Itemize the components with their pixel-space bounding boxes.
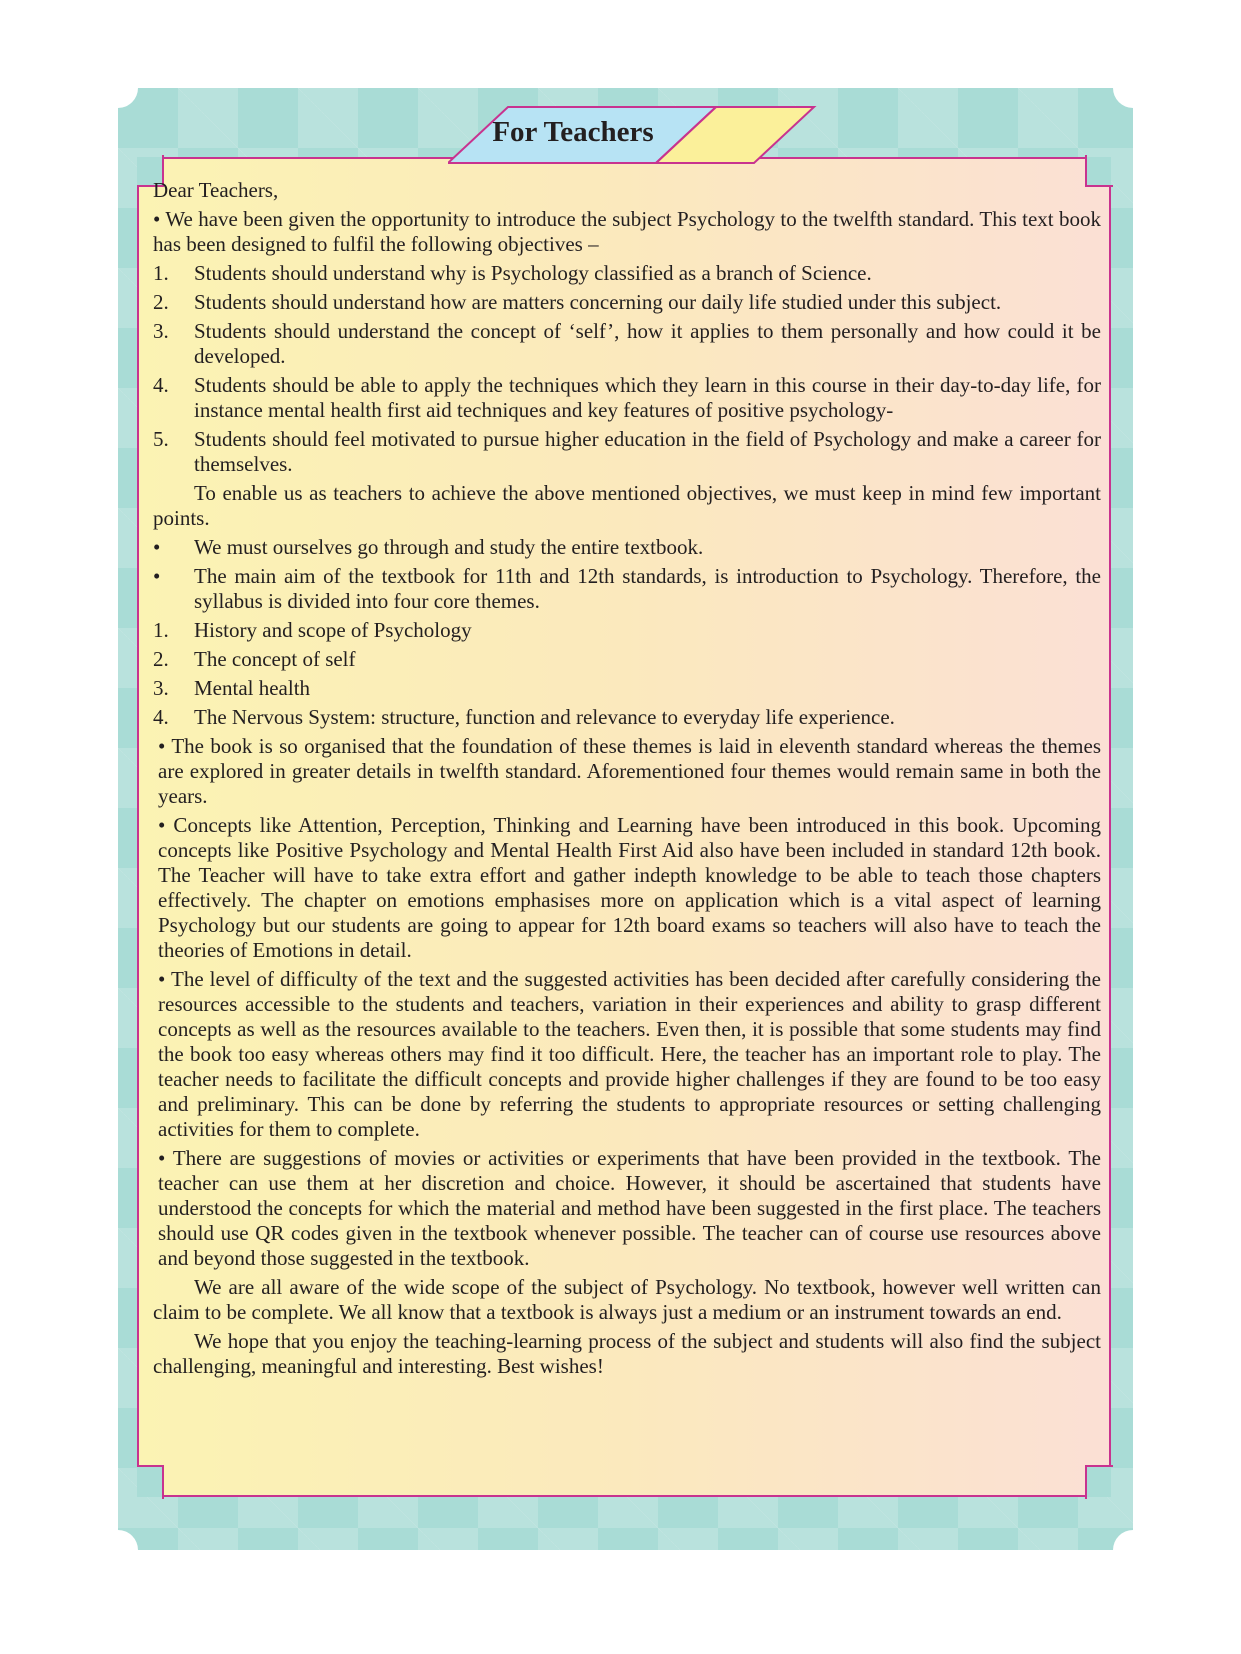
list-item-text: Students should understand how are matters concerning our daily life studied under this subject.: [194, 290, 1002, 314]
list-marker: 1.: [153, 261, 169, 285]
list-item: [153, 290, 1101, 315]
list-item: [153, 564, 1101, 614]
panel-notch-bottom-right-border: [1085, 1465, 1113, 1499]
frame-corner-bottom-right: [1113, 1530, 1153, 1570]
list-item-text: Students should understand the concept of ‘self’, how it applies to them personally and how could it be developed.: [194, 319, 1101, 368]
objectives-list: [153, 261, 1101, 477]
bullet-paragraph: • There are suggestions of movies or activities or experiments that have been provided in the textbook. The teacher can use them at her discretion and choice. However, it should be ascertained that students have understood the concepts for which the material and method have been suggested in the first place. The teachers should use QR codes given in the textbook whenever possible. The teacher can of course use resources above and beyond those suggested in the textbook.: [158, 1146, 1101, 1270]
list-marker: 4.: [153, 373, 169, 397]
list-marker: 1.: [153, 618, 169, 642]
bullet-paragraph: • The book is so organised that the foundation of these themes is laid in eleventh standard whereas the themes are explored in greater details in twelfth standard. Aforementioned four themes would remain same in both the years.: [158, 734, 1101, 808]
list-marker: 3.: [153, 676, 169, 700]
closing-paragraph: We are all aware of the wide scope of the subject of Psychology. No textbook, however well written can claim to be complete. We all know that a textbook is always just a medium or an instrument towards an end.: [153, 1275, 1101, 1324]
enable-paragraph: To enable us as teachers to achieve the above mentioned objectives, we must keep in mind few important points.: [153, 481, 1101, 530]
list-item: [153, 427, 1101, 477]
list-item: [153, 676, 1101, 701]
panel-notch-bottom-left-border: [137, 1465, 164, 1499]
bullet-marker: •: [153, 535, 161, 559]
list-marker: 2.: [153, 647, 169, 671]
list-item-text: We must ourselves go through and study the entire textbook.: [194, 535, 704, 559]
letter-body: [153, 178, 1101, 1383]
page-title: For Teachers: [492, 116, 654, 148]
bullet-marker: •: [153, 564, 161, 588]
frame-corner-top-left: [98, 68, 138, 108]
list-item: [153, 373, 1101, 423]
bullet-paragraph: • Concepts like Attention, Perception, Thinking and Learning have been introduced in this book. Upcoming concepts like Positive Psychology and Mental Health First Aid also have been included in standard 12th book. The Teacher will have to take extra effort and gather indepth knowledge to be able to teach those chapters effectively. The chapter on emotions emphasises more on application which is a vital aspect of learning Psychology but our students are going to appear for 12th board exams so teachers will also have to teach the theories of Emotions in detail.: [158, 813, 1101, 962]
closing-paragraph: We hope that you enjoy the teaching-learning process of the subject and students will also find the subject challenging, meaningful and interesting. Best wishes!: [153, 1329, 1101, 1378]
bullet-paragraph: • The level of difficulty of the text and the suggested activities has been decided after carefully considering the resources accessible to the students and teachers, variation in their experiences and ability to grasp different concepts as well as the resources available to the teachers. Even then, it is possible that some students may find the book too easy whereas others may find it too difficult. Here, the teacher has an important role to play. The teacher needs to facilitate the difficult concepts and provide higher challenges if they are found to be too easy and preliminary. This can be done by referring the students to appropriate resources or setting challenging activities for them to complete.: [158, 967, 1101, 1141]
list-item: [153, 319, 1101, 369]
list-item-text: Students should feel motivated to pursue higher education in the field of Psychology and make a career for themselves.: [194, 427, 1101, 476]
list-marker: 3.: [153, 319, 169, 343]
list-item-text: The concept of self: [194, 647, 356, 671]
list-item-text: The main aim of the textbook for 11th and 12th standards, is introduction to Psychology. Therefore, the syllabus is divided into four core themes.: [194, 564, 1101, 613]
list-item: [153, 705, 1101, 730]
list-item: [153, 618, 1101, 643]
intro-paragraph: • We have been given the opportunity to introduce the subject Psychology to the twelfth standard. This text book has been designed to fulfil the following objectives –: [153, 207, 1101, 256]
list-item-text: The Nervous System: structure, function and relevance to everyday life experience.: [194, 705, 895, 729]
list-item: [153, 535, 1101, 560]
points-list: [153, 535, 1101, 614]
list-marker: 2.: [153, 290, 169, 314]
list-item-text: Students should understand why is Psychology classified as a branch of Science.: [194, 261, 872, 285]
list-item-text: History and scope of Psychology: [194, 618, 472, 642]
frame-corner-bottom-left: [98, 1530, 138, 1570]
list-item: [153, 647, 1101, 672]
list-item-text: Students should be able to apply the techniques which they learn in this course in their day-to-day life, for instance mental health first aid techniques and key features of positive psychology-: [194, 373, 1101, 422]
list-item: [153, 261, 1101, 286]
themes-list: [153, 618, 1101, 730]
frame-corner-top-right: [1113, 68, 1153, 108]
list-marker: 5.: [153, 427, 169, 451]
list-marker: 4.: [153, 705, 169, 729]
greeting: Dear Teachers,: [153, 178, 279, 202]
list-item-text: Mental health: [194, 676, 311, 700]
